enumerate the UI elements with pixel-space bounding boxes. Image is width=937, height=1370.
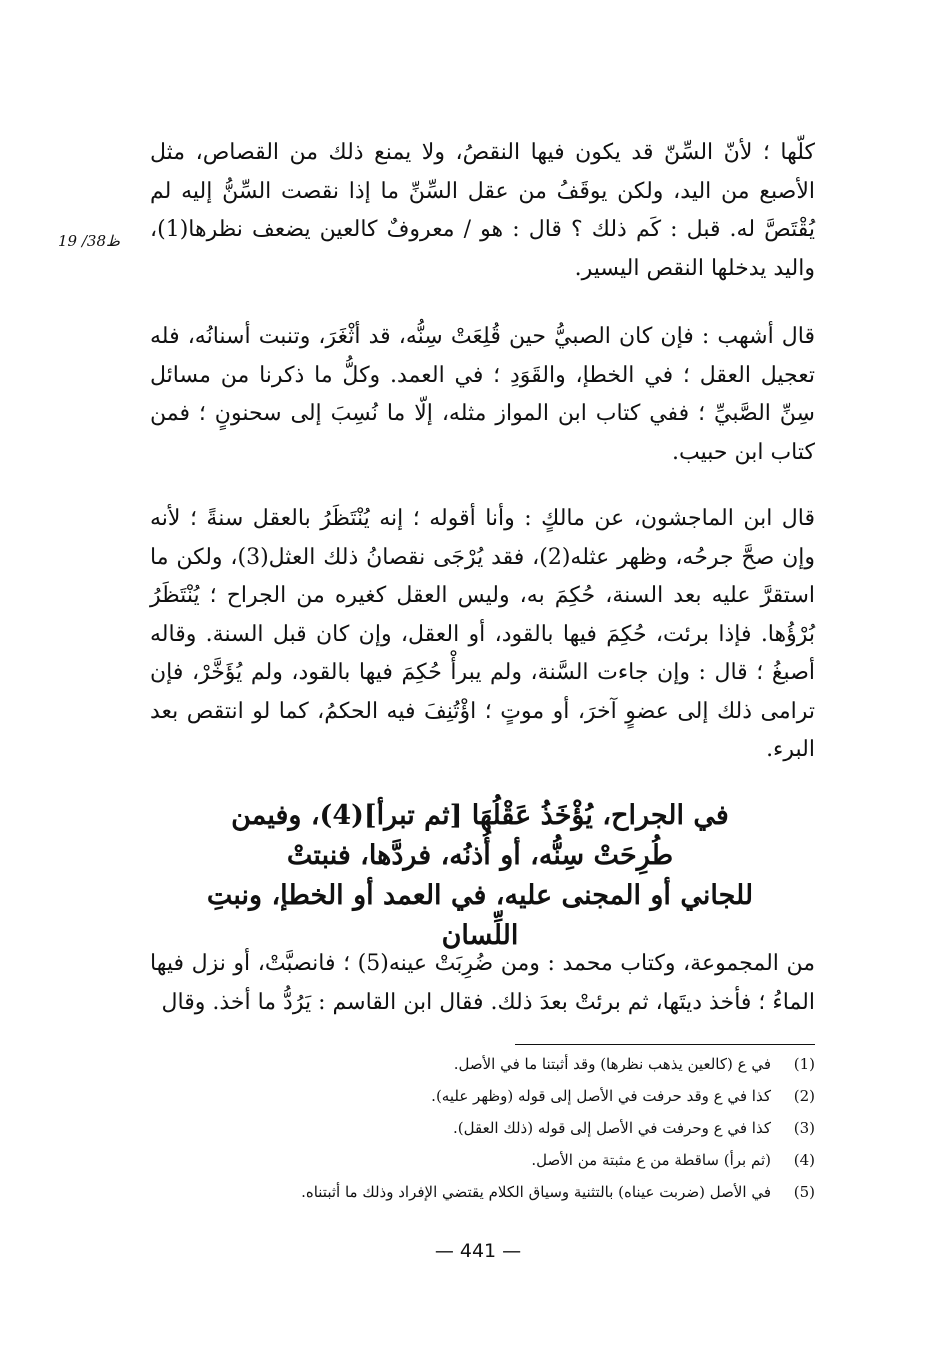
- footnote-separator: [515, 1044, 815, 1045]
- footnote-number: (1): [793, 1055, 815, 1073]
- footnote: [150, 1048, 815, 1080]
- footnote: [150, 1080, 815, 1112]
- footnote-text: كذا في ع وقد حرفت في الأصل إلى قوله (وظهر عليه).: [431, 1087, 771, 1105]
- section-heading-line-3: للجاني أو المجنى عليه، في العمد أو الخطإ، ونبتِ اللِّسان: [206, 880, 754, 951]
- margin-manuscript-reference: 19 /38ظ: [58, 232, 120, 250]
- section-heading-line-2: طُرِحَتْ سِنُّه، أو أُذنُه، فردَّها، فنبتتْ: [286, 840, 674, 871]
- footnote: [150, 1144, 815, 1176]
- footnote-text: (ثم برأ) ساقطة من ع مثبتة من الأصل.: [531, 1151, 771, 1169]
- paragraph-4: من المجموعة، وكتاب محمد : ومن ضُرِبَتْ عينه(5) ؛ فانصبَّتْ، أو نزل فيها الماءُ ؛ فأخذ ديتَها، ثم برئتْ بعدَ ذلك. فقال ابن القاسم : يَرُدُّ ما أخذ. وقال: [150, 951, 816, 1015]
- section-heading: [185, 796, 775, 956]
- footnote-number: (3): [793, 1119, 815, 1137]
- footnote-number: (2): [793, 1087, 815, 1105]
- paragraph-1: كلّها ؛ لأنّ السِّنّ قد يكون فيها النقصُ، ولا يمنع ذلك من القصاص، مثل الأصبع من اليد، ولكن يوقَفُ من عقل السِّنِّ ما إذا نقصت السِّنُّ إليه لم يُقْتَصَّ له. قبل : كَم ذلك ؟ قال : هو / معروفٌ كالعين يضعف نظرها(1)، واليد يدخلها النقص اليسير.: [150, 140, 815, 281]
- paragraph-3: قال ابن الماجشون، عن مالكٍ : وأنا أقوله ؛ إنه يُنْتَظَرُ بالعقل سنةً ؛ لأنه وإن صحَّ جرحُه، وظهر عثله(2)، فقد يُرْجَى نقصانُ ذلك العثل(3)، ولكن ما استقرَّ عليه بعد السنة، حُكِمَ به، وليس العقل كغيره من الجراح ؛ يُنْتَظَرُ بُرْؤُها. فإذا برئت، حُكِمَ فيها بالقود، أو العقل، وإن كان قبل السنة. وقاله أصبغُ ؛ قال : وإن جاءت السَّنة، ولم يبرأْ حُكِمَ فيها بالقود، ولم يُؤَخَّرْ، فإن ترامى ذلك إلى عضوٍ آخرَ، أو موتٍ ؛ اؤْتُنِفَ فيه الحكمُ، كما لو انتقص بعد البرء.: [150, 506, 815, 762]
- footnote-text: كذا في ع وحرفت في الأصل إلى قوله (ذلك العقل).: [453, 1119, 771, 1137]
- footnote-number: (4): [793, 1151, 815, 1169]
- footnote: [150, 1112, 815, 1144]
- footnotes-list: [150, 1048, 815, 1208]
- footnote-number: (5): [793, 1183, 815, 1201]
- footnote-text: في الأصل (ضربت عيناه) بالتثنية وسياق الكلام يقتضي الإفراد وذلك ما أثبتناه.: [301, 1183, 771, 1201]
- footnote-text: في ع (كالعين يذهب نظرها) وقد أثبتنا ما في الأصل.: [453, 1055, 771, 1073]
- page-number: — 441 —: [434, 1240, 522, 1262]
- section-heading-line-1: في الجراح، يُؤْخَذُ عَقْلُهَا [ثم تبرأ](4)، وفيمن: [231, 800, 729, 831]
- paragraph-2: قال أشهب : فإن كان الصبيُّ حين قُلِعَتْ سِنُّه، قد أثْغَرَ، وتنبت أسنانُه، فله تعجيل العقل ؛ في الخطإ، والقَوَدِ ؛ في العمد. وكلُّ ما ذكرنا من مسائل سِنِّ الصَّبيِّ ؛ ففي كتاب ابن المواز مثله، إلّا ما نُسِبَ إلى سحنونٍ ؛ فمن كتاب ابن حبيب.: [150, 324, 815, 465]
- footnote: [150, 1176, 815, 1208]
